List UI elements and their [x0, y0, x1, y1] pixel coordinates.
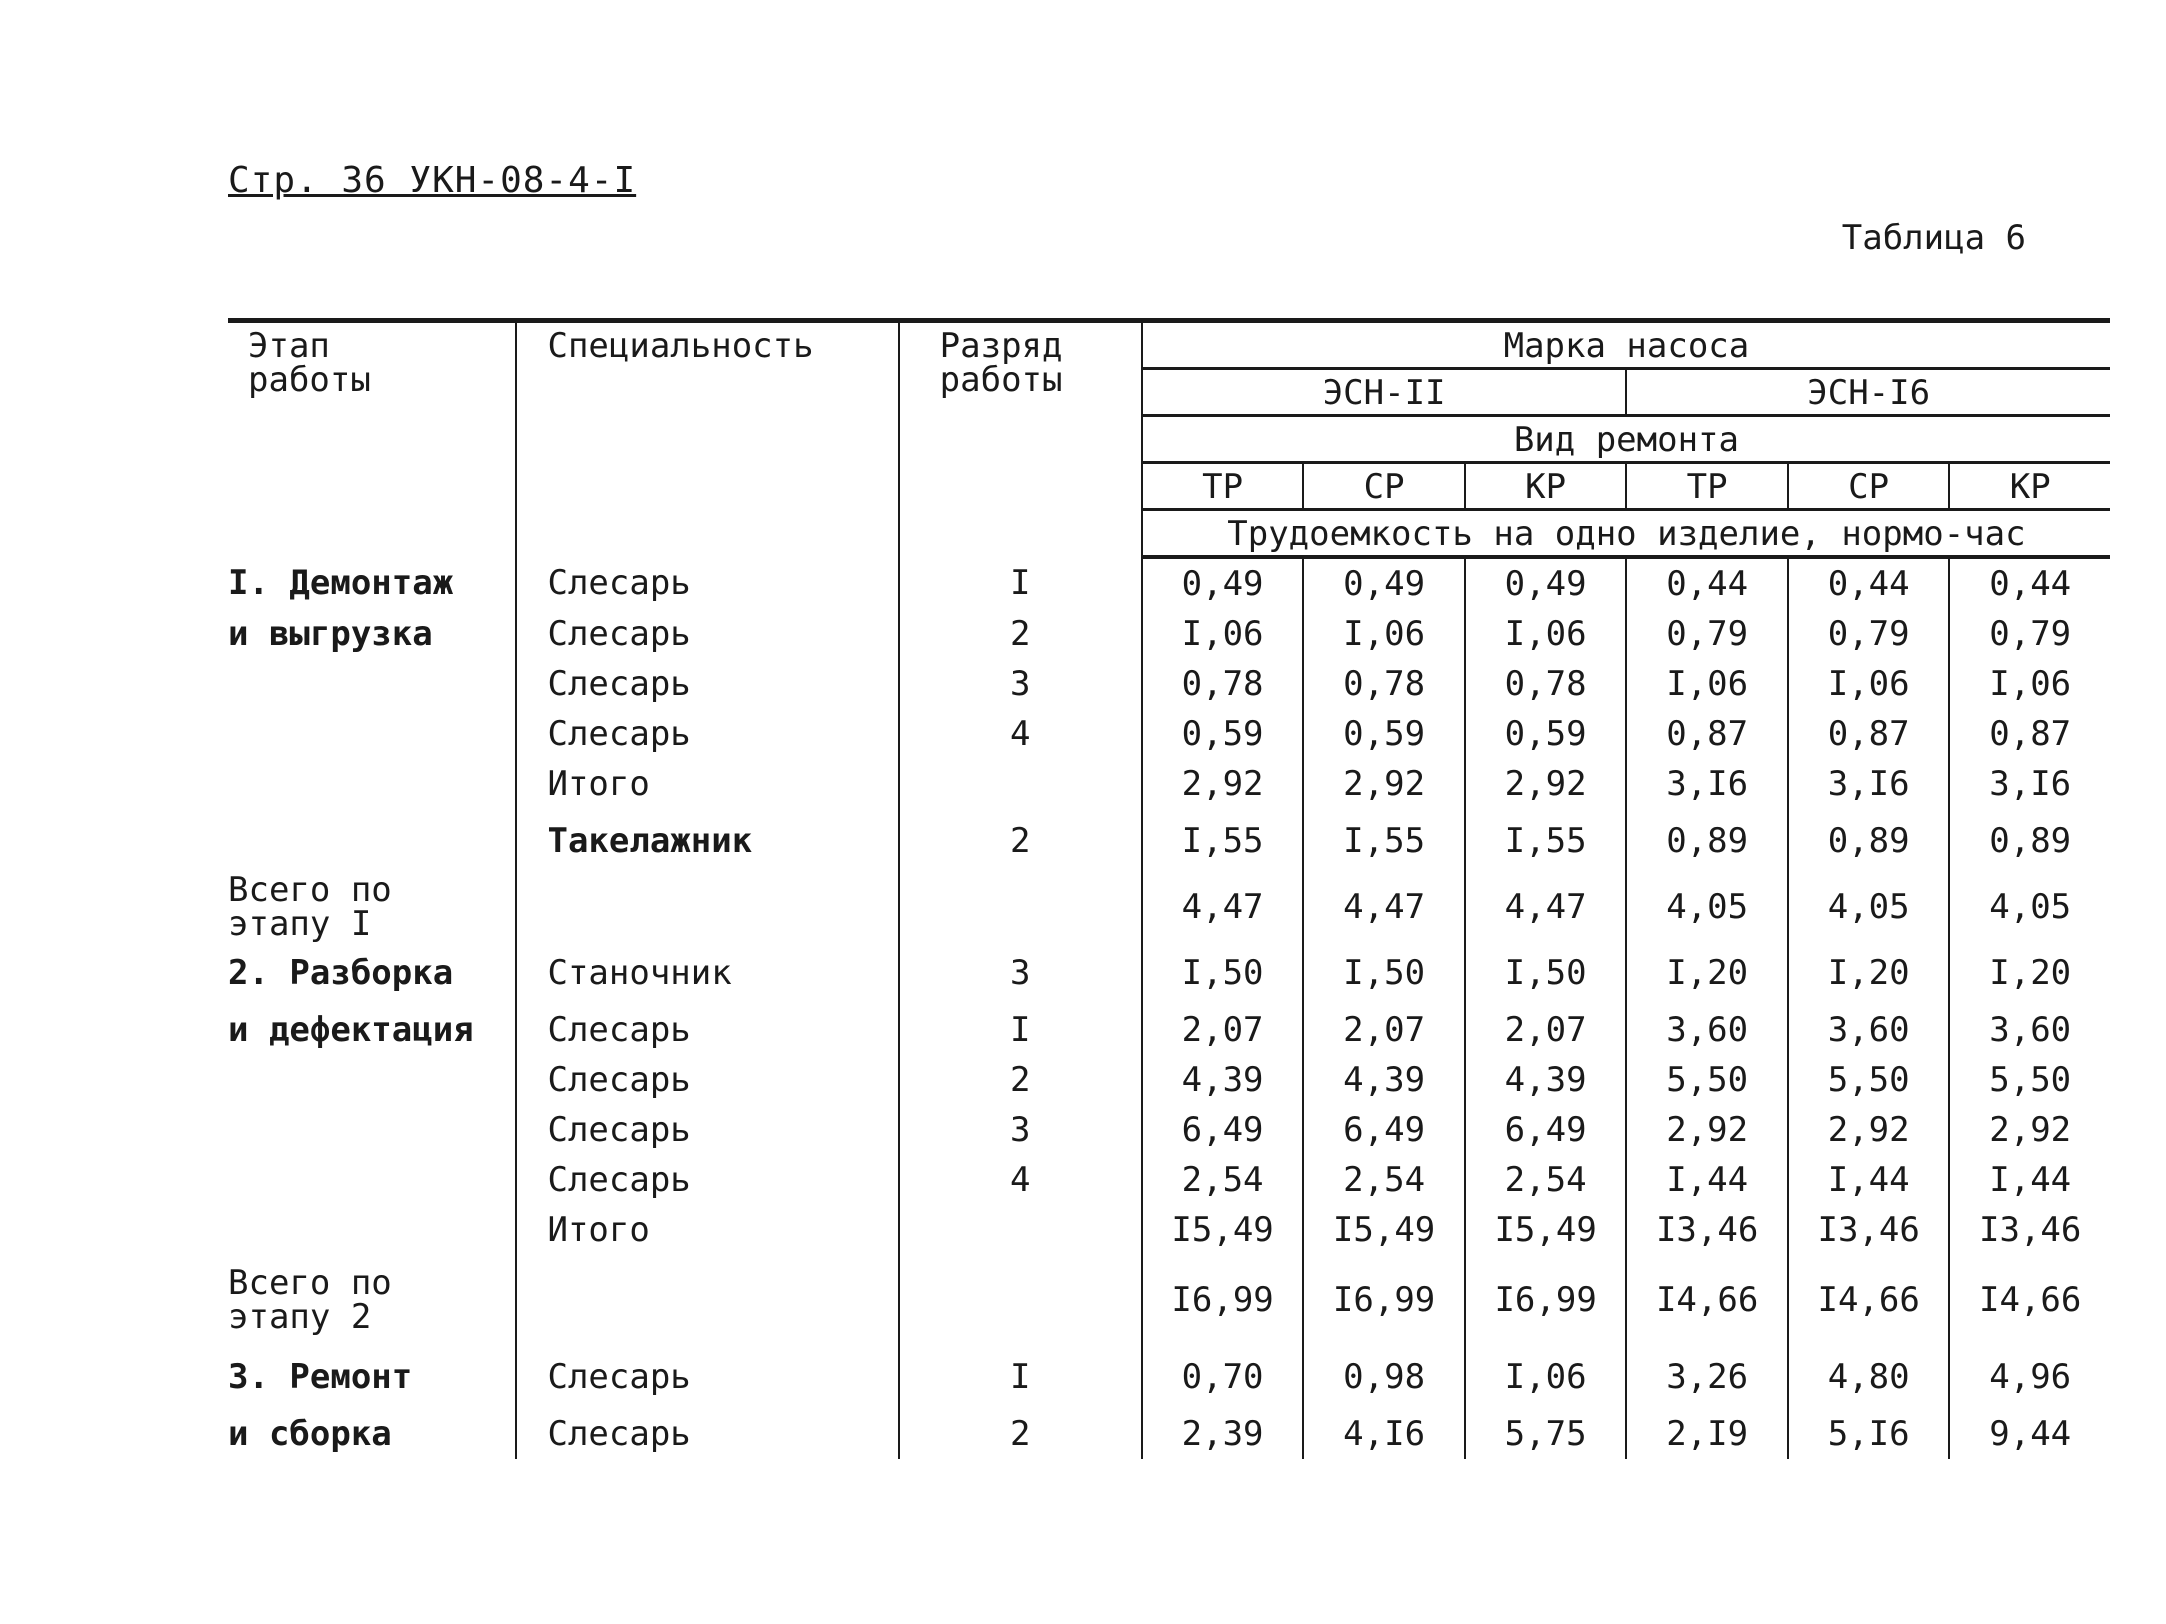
stage-cell — [228, 1155, 516, 1205]
grade-cell: 3 — [899, 1105, 1142, 1155]
speciality-cell — [516, 873, 898, 941]
value-cell: 3,60 — [1788, 1005, 1950, 1055]
value-cell: 4,39 — [1142, 1055, 1304, 1105]
value-cell: 3,I6 — [1626, 759, 1788, 809]
value-cell: 0,49 — [1303, 557, 1465, 609]
stage-total-cell: Всего по этапу 2 — [228, 1263, 392, 1337]
stage-cell — [228, 759, 516, 809]
grade-cell: 2 — [899, 1055, 1142, 1105]
stage-cell — [228, 1055, 516, 1105]
table-row — [228, 1255, 2110, 1345]
value-cell: I6,99 — [1142, 1255, 1304, 1345]
table-caption: Таблица 6 — [1841, 218, 2026, 258]
table-row — [228, 1155, 2110, 1205]
value-cell: 4,05 — [1949, 873, 2110, 941]
value-cell: 5,50 — [1626, 1055, 1788, 1105]
value-cell: I,55 — [1465, 809, 1627, 873]
value-cell: 0,59 — [1303, 709, 1465, 759]
value-cell: 5,50 — [1788, 1055, 1950, 1105]
speciality-cell — [516, 1255, 898, 1345]
value-cell: 2,92 — [1465, 759, 1627, 809]
grade-cell: 2 — [899, 809, 1142, 873]
value-cell: 0,44 — [1949, 557, 2110, 609]
value-cell: I4,66 — [1949, 1255, 2110, 1345]
header-stage: Этап работы — [228, 321, 516, 558]
value-cell: I5,49 — [1303, 1205, 1465, 1255]
value-cell: 3,26 — [1626, 1345, 1788, 1409]
value-cell: 3,60 — [1626, 1005, 1788, 1055]
value-cell: 2,54 — [1142, 1155, 1304, 1205]
value-cell: 5,75 — [1465, 1409, 1627, 1459]
value-cell: 6,49 — [1303, 1105, 1465, 1155]
value-cell: I,06 — [1303, 609, 1465, 659]
stage-cell — [228, 809, 516, 873]
table-row — [228, 1409, 2110, 1459]
header-speciality: Специальность — [516, 321, 898, 558]
value-cell: 4,I6 — [1303, 1409, 1465, 1459]
value-cell: I,44 — [1626, 1155, 1788, 1205]
value-cell: 0,98 — [1303, 1345, 1465, 1409]
value-cell: I4,66 — [1626, 1255, 1788, 1345]
header-grade: Разряд работы — [899, 321, 1142, 558]
speciality-cell: Слесарь — [516, 709, 898, 759]
grade-cell: 3 — [899, 941, 1142, 1005]
value-cell: 0,79 — [1788, 609, 1950, 659]
table-row — [228, 759, 2110, 809]
value-cell: I,50 — [1142, 941, 1304, 1005]
speciality-cell: Слесарь — [516, 1005, 898, 1055]
speciality-cell: Слесарь — [516, 1155, 898, 1205]
labor-table — [228, 318, 2110, 1459]
value-cell: I,55 — [1142, 809, 1304, 873]
header-pump-model-2: ЭСН-I6 — [1626, 369, 2110, 416]
table-row — [228, 659, 2110, 709]
value-cell: 2,92 — [1142, 759, 1304, 809]
header-pump-brand: Марка насоса — [1142, 321, 2110, 369]
grade-cell — [899, 759, 1142, 809]
grade-cell — [899, 1255, 1142, 1345]
value-cell: 2,92 — [1626, 1105, 1788, 1155]
value-cell: I,06 — [1142, 609, 1304, 659]
value-cell: 0,44 — [1626, 557, 1788, 609]
speciality-cell: Слесарь — [516, 1345, 898, 1409]
table-row — [228, 941, 2110, 1005]
table-row — [228, 809, 2110, 873]
value-cell: 4,80 — [1788, 1345, 1950, 1409]
value-cell: 0,59 — [1142, 709, 1304, 759]
table-row — [228, 1205, 2110, 1255]
speciality-cell: Станочник — [516, 941, 898, 1005]
value-cell: I,06 — [1949, 659, 2110, 709]
value-cell: 3,60 — [1949, 1005, 2110, 1055]
value-cell: 9,44 — [1949, 1409, 2110, 1459]
value-cell: 0,87 — [1626, 709, 1788, 759]
header-pump-model-1: ЭСН-II — [1142, 369, 1627, 416]
value-cell: 2,92 — [1788, 1105, 1950, 1155]
grade-cell — [899, 1205, 1142, 1255]
value-cell: 2,I9 — [1626, 1409, 1788, 1459]
value-cell: 2,39 — [1142, 1409, 1304, 1459]
grade-cell: 3 — [899, 659, 1142, 709]
value-cell: I3,46 — [1949, 1205, 2110, 1255]
value-cell: 4,47 — [1465, 873, 1627, 941]
page-header: Стр. 36 УКН-08-4-I — [228, 160, 637, 201]
value-cell: 6,49 — [1465, 1105, 1627, 1155]
header-repair-kind: ТР — [1142, 463, 1304, 510]
value-cell: 0,70 — [1142, 1345, 1304, 1409]
value-cell: I,55 — [1303, 809, 1465, 873]
value-cell: 0,78 — [1465, 659, 1627, 709]
speciality-cell: Слесарь — [516, 609, 898, 659]
stage-cell: 2. Разборка — [228, 953, 454, 993]
speciality-cell: Слесарь — [516, 1105, 898, 1155]
header-repair-kind: СР — [1303, 463, 1465, 510]
value-cell: 0,87 — [1788, 709, 1950, 759]
value-cell: 0,44 — [1788, 557, 1950, 609]
table-row — [228, 1055, 2110, 1105]
speciality-cell: Слесарь — [516, 659, 898, 709]
value-cell: 6,49 — [1142, 1105, 1304, 1155]
value-cell: 0,49 — [1142, 557, 1304, 609]
stage-cell: и выгрузка — [228, 614, 433, 654]
table-row — [228, 609, 2110, 659]
value-cell: I6,99 — [1465, 1255, 1627, 1345]
value-cell: I3,46 — [1788, 1205, 1950, 1255]
value-cell: I,06 — [1626, 659, 1788, 709]
grade-cell: I — [899, 557, 1142, 609]
stage-cell — [228, 709, 516, 759]
header-repair-type: Вид ремонта — [1142, 416, 2110, 463]
header-repair-kind: СР — [1788, 463, 1950, 510]
stage-cell — [228, 659, 516, 709]
value-cell: I,20 — [1626, 941, 1788, 1005]
value-cell: 2,54 — [1465, 1155, 1627, 1205]
value-cell: 4,05 — [1788, 873, 1950, 941]
value-cell: 0,87 — [1949, 709, 2110, 759]
value-cell: 4,39 — [1303, 1055, 1465, 1105]
value-cell: I5,49 — [1142, 1205, 1304, 1255]
stage-cell — [228, 1205, 516, 1255]
value-cell: I,20 — [1788, 941, 1950, 1005]
table-row — [228, 709, 2110, 759]
grade-cell: I — [899, 1005, 1142, 1055]
header-labor: Трудоемкость на одно изделие, нормо-час — [1142, 510, 2110, 558]
value-cell: I,50 — [1303, 941, 1465, 1005]
value-cell: 2,92 — [1949, 1105, 2110, 1155]
value-cell: I5,49 — [1465, 1205, 1627, 1255]
value-cell: I,20 — [1949, 941, 2110, 1005]
value-cell: 0,78 — [1303, 659, 1465, 709]
value-cell: 2,07 — [1303, 1005, 1465, 1055]
value-cell: 3,I6 — [1949, 759, 2110, 809]
value-cell: I,06 — [1465, 1345, 1627, 1409]
value-cell: 2,92 — [1303, 759, 1465, 809]
stage-cell: и дефектация — [228, 1010, 474, 1050]
value-cell: I,50 — [1465, 941, 1627, 1005]
value-cell: 2,07 — [1465, 1005, 1627, 1055]
stage-cell: I. Демонтаж — [228, 563, 454, 603]
value-cell: I,06 — [1788, 659, 1950, 709]
value-cell: 0,79 — [1626, 609, 1788, 659]
value-cell: I,44 — [1788, 1155, 1950, 1205]
grade-cell: I — [899, 1345, 1142, 1409]
grade-cell: 4 — [899, 709, 1142, 759]
grade-cell: 2 — [899, 609, 1142, 659]
value-cell: 4,05 — [1626, 873, 1788, 941]
speciality-cell: Такелажник — [516, 809, 898, 873]
stage-total-cell: Всего по этапу I — [228, 870, 392, 944]
grade-cell: 2 — [899, 1409, 1142, 1459]
value-cell: 2,54 — [1303, 1155, 1465, 1205]
value-cell: I6,99 — [1303, 1255, 1465, 1345]
table-row — [228, 1345, 2110, 1409]
value-cell: 3,I6 — [1788, 759, 1950, 809]
value-cell: 0,49 — [1465, 557, 1627, 609]
value-cell: 0,78 — [1142, 659, 1304, 709]
value-cell: I4,66 — [1788, 1255, 1950, 1345]
value-cell: 5,50 — [1949, 1055, 2110, 1105]
value-cell: 0,89 — [1788, 809, 1950, 873]
value-cell: 5,I6 — [1788, 1409, 1950, 1459]
header-repair-kind: ТР — [1626, 463, 1788, 510]
table-row — [228, 1105, 2110, 1155]
table-row — [228, 873, 2110, 941]
value-cell: 0,89 — [1626, 809, 1788, 873]
speciality-cell: Итого — [516, 759, 898, 809]
stage-cell: и сборка — [228, 1414, 392, 1454]
value-cell: 0,59 — [1465, 709, 1627, 759]
stage-cell — [228, 1105, 516, 1155]
table-row — [228, 1005, 2110, 1055]
value-cell: I3,46 — [1626, 1205, 1788, 1255]
value-cell: I,06 — [1465, 609, 1627, 659]
value-cell: 4,39 — [1465, 1055, 1627, 1105]
value-cell: 4,96 — [1949, 1345, 2110, 1409]
speciality-cell: Слесарь — [516, 1409, 898, 1459]
value-cell: 0,89 — [1949, 809, 2110, 873]
grade-cell — [899, 873, 1142, 941]
speciality-cell: Слесарь — [516, 557, 898, 609]
table-row — [228, 557, 2110, 609]
value-cell: 4,47 — [1303, 873, 1465, 941]
value-cell: 4,47 — [1142, 873, 1304, 941]
value-cell: 0,79 — [1949, 609, 2110, 659]
stage-cell: 3. Ремонт — [228, 1357, 413, 1397]
speciality-cell: Итого — [516, 1205, 898, 1255]
grade-cell: 4 — [899, 1155, 1142, 1205]
header-repair-kind: КР — [1949, 463, 2110, 510]
value-cell: I,44 — [1949, 1155, 2110, 1205]
value-cell: 2,07 — [1142, 1005, 1304, 1055]
speciality-cell: Слесарь — [516, 1055, 898, 1105]
header-repair-kind: КР — [1465, 463, 1627, 510]
